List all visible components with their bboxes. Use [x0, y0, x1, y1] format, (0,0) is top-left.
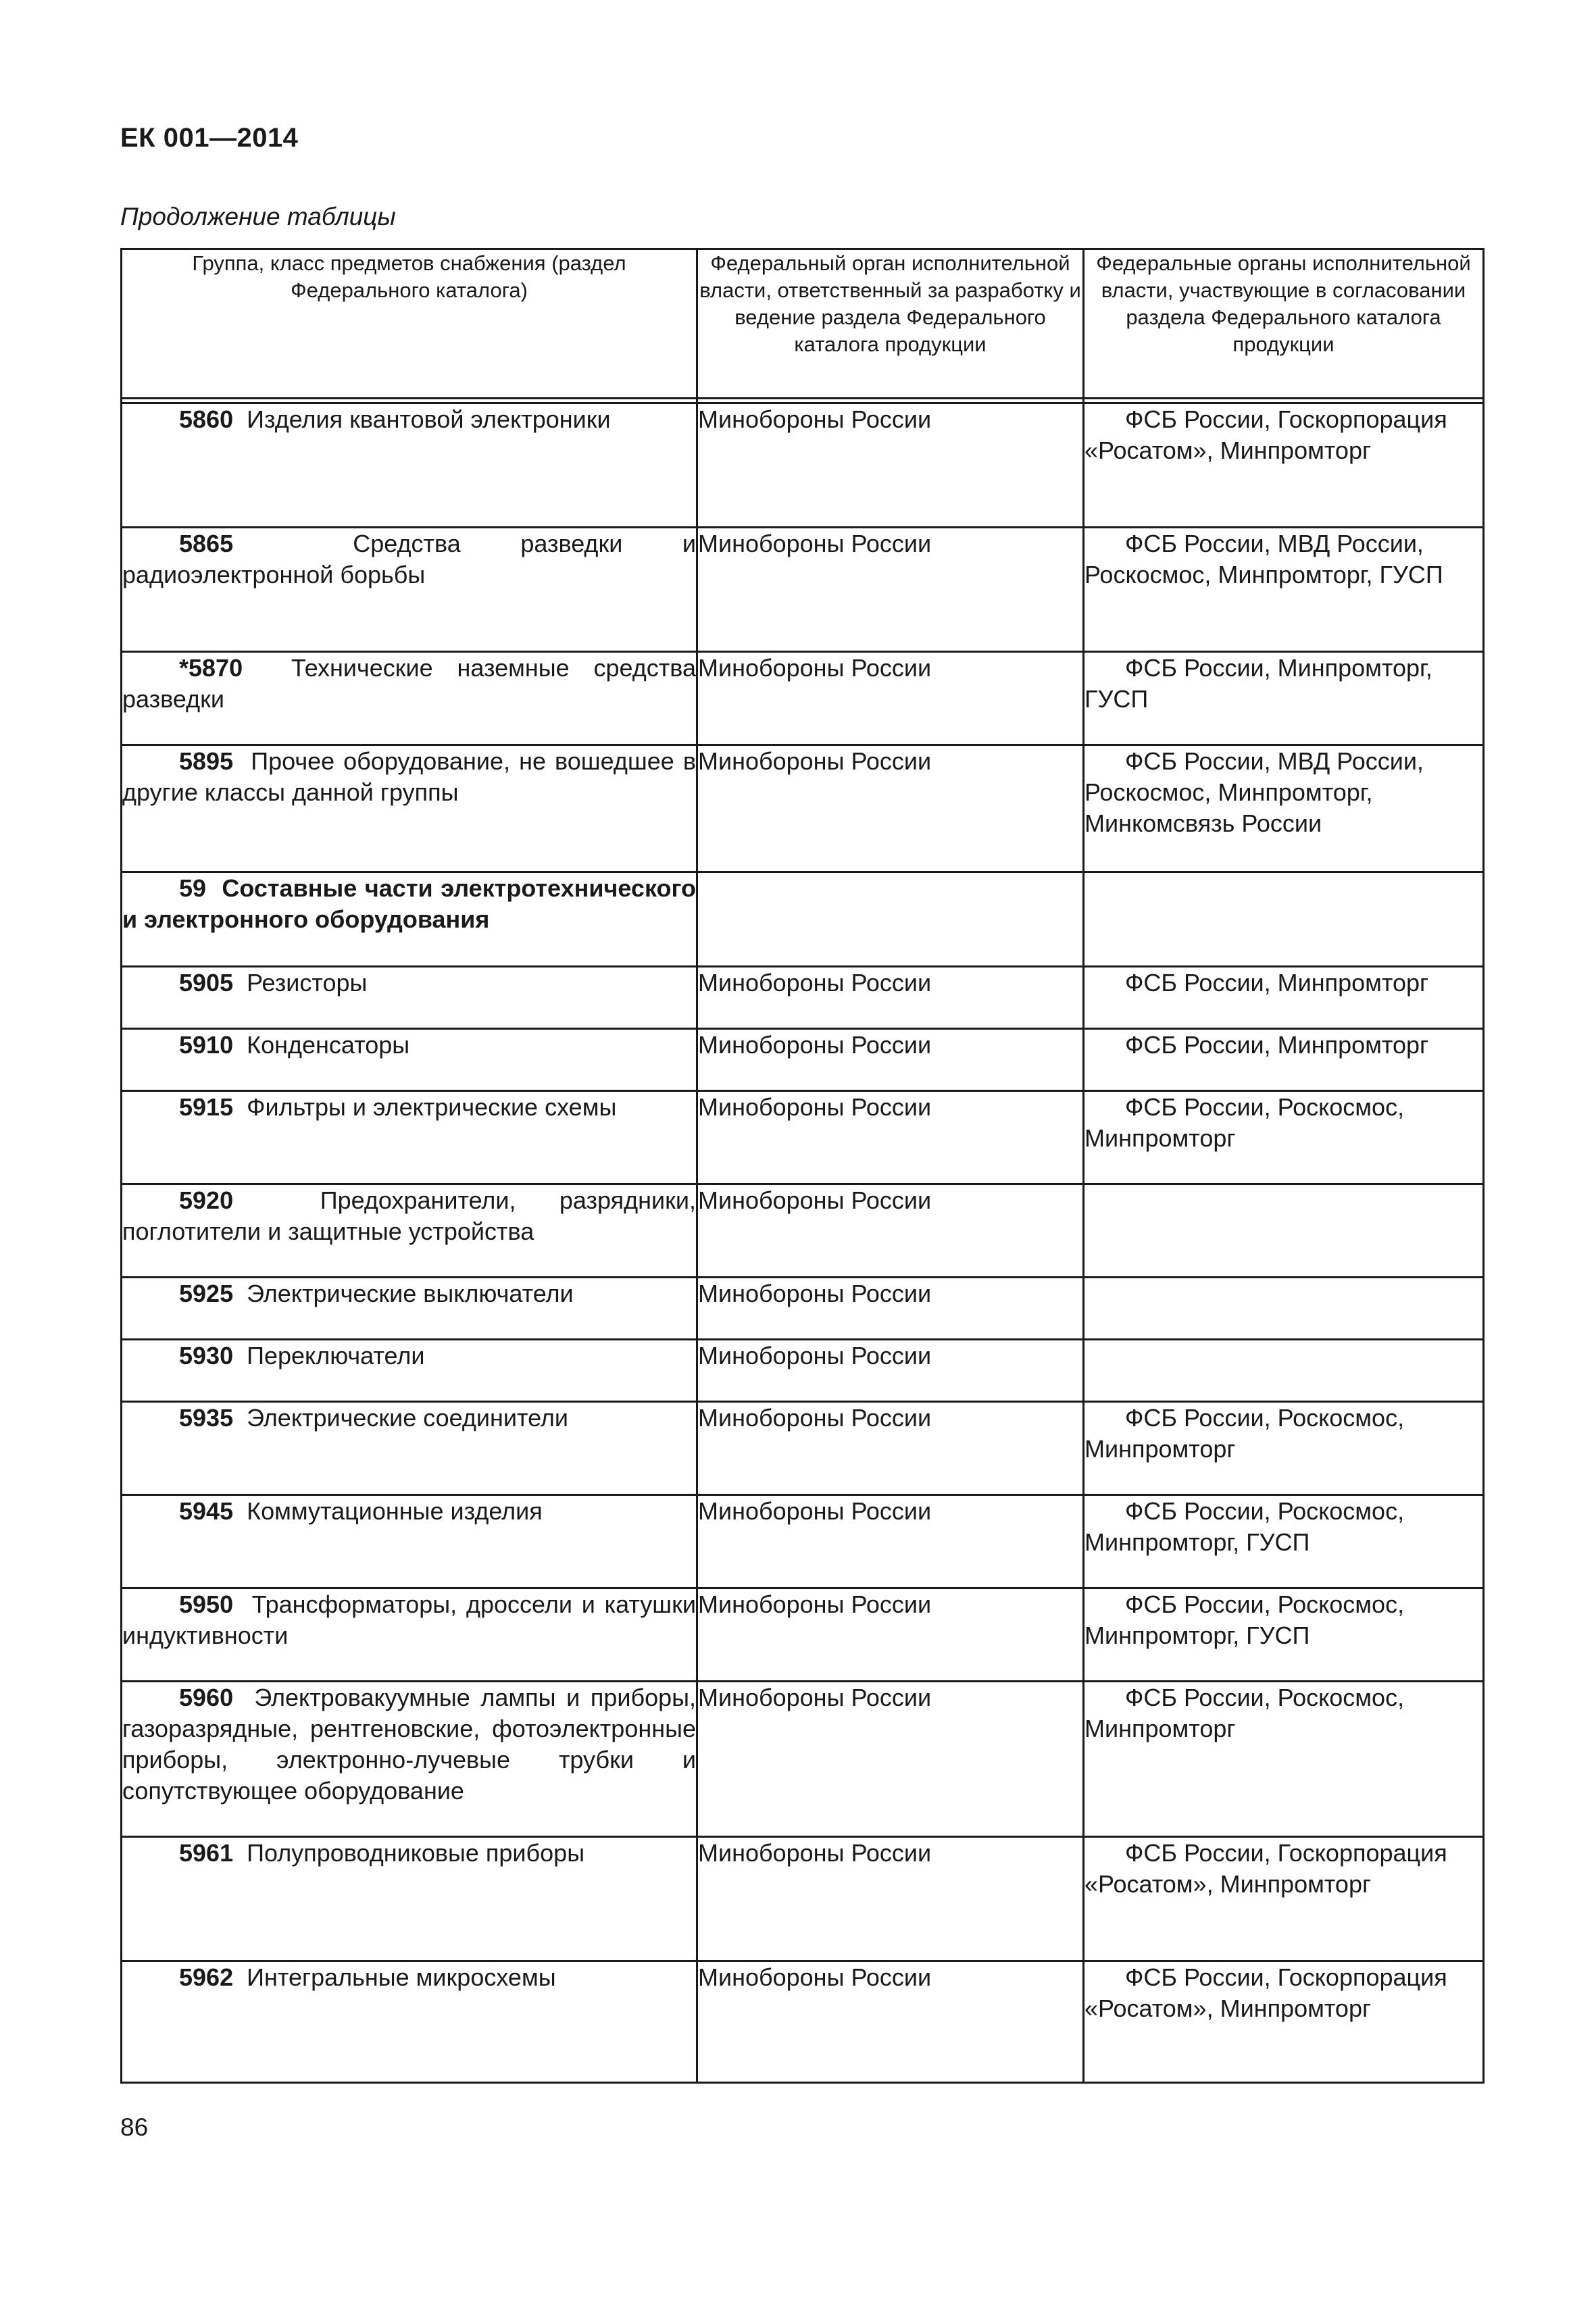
- group-cell: [122, 1184, 697, 1278]
- table-row: [122, 745, 1484, 872]
- class-code: 5961: [179, 1839, 234, 1867]
- class-code: 5930: [179, 1342, 234, 1369]
- group-cell: [122, 1340, 697, 1402]
- agreeing-authorities-text: ФСБ России, Роскосмос, Минпромторг, ГУСП: [1084, 1497, 1405, 1556]
- agreeing-authorities-text: ФСБ России, Минпромторг: [1125, 969, 1429, 997]
- agreeing-authorities-cell: [1084, 872, 1484, 967]
- class-code: *5870: [179, 654, 243, 682]
- responsible-authority-cell: Минобороны России: [697, 1961, 1084, 2083]
- agreeing-authorities-text: ФСБ России, МВД России, Роскосмос, Минпромторг, Минкомсвязь России: [1084, 747, 1424, 837]
- class-name: Предохранители, разрядники, поглотители и защитные устройства: [122, 1186, 696, 1245]
- class-code: 5962: [179, 1963, 234, 1991]
- agreeing-authorities-cell: [1084, 1091, 1484, 1184]
- class-name: Резисторы: [247, 969, 368, 997]
- responsible-authority-cell: Минобороны России: [697, 403, 1084, 528]
- class-code: 59: [179, 874, 207, 902]
- group-cell: [122, 1588, 697, 1682]
- table-row: [122, 1029, 1484, 1091]
- table-header-row: [122, 249, 1484, 399]
- table-row: [122, 1091, 1484, 1184]
- table-row: [122, 872, 1484, 967]
- class-name: Переключатели: [247, 1342, 425, 1369]
- agreeing-authorities-cell: [1084, 1837, 1484, 1961]
- class-code: 5895: [179, 747, 234, 775]
- agreeing-authorities-text: ФСБ России, Минпромторг, ГУСП: [1084, 654, 1432, 713]
- table-row: [122, 1837, 1484, 1961]
- class-name: Полупроводниковые приборы: [247, 1839, 585, 1867]
- class-name: Трансформаторы, дроссели и катушки индуктивности: [122, 1590, 696, 1649]
- responsible-authority-cell: Минобороны России: [697, 1340, 1084, 1402]
- responsible-authority-cell: Минобороны России: [697, 745, 1084, 872]
- class-name: Фильтры и электрические схемы: [247, 1093, 617, 1121]
- responsible-authority-cell: Минобороны России: [697, 1184, 1084, 1278]
- group-cell: [122, 1091, 697, 1184]
- catalog-table: [120, 248, 1485, 2084]
- responsible-authority-cell: Минобороны России: [697, 1091, 1084, 1184]
- group-cell: [122, 403, 697, 528]
- table-row: [122, 1402, 1484, 1495]
- responsible-authority-cell: Минобороны России: [697, 652, 1084, 745]
- group-cell: [122, 1682, 697, 1837]
- responsible-authority-cell: Минобороны России: [697, 1029, 1084, 1091]
- group-cell: [122, 967, 697, 1029]
- responsible-authority-cell: Минобороны России: [697, 528, 1084, 652]
- responsible-authority-cell: Минобороны России: [697, 1278, 1084, 1340]
- class-name: Коммутационные изделия: [247, 1497, 543, 1525]
- agreeing-authorities-cell: [1084, 1961, 1484, 2083]
- group-cell: [122, 528, 697, 652]
- class-name: Электровакуумные лампы и приборы, газоразрядные, рентгеновские, фотоэлектронные приборы, электронно-лучевые трубки и сопутствующее оборудование: [122, 1684, 696, 1805]
- group-cell: [122, 872, 697, 967]
- class-code: 5920: [179, 1186, 234, 1214]
- group-cell: [122, 1029, 697, 1091]
- table-row: [122, 528, 1484, 652]
- agreeing-authorities-cell: [1084, 967, 1484, 1029]
- table-row: [122, 1682, 1484, 1837]
- class-name: Прочее оборудование, не вошедшее в другие классы данной группы: [122, 747, 696, 806]
- agreeing-authorities-cell: [1084, 1029, 1484, 1091]
- agreeing-authorities-text: ФСБ России, Госкорпорация «Росатом», Минпромторг: [1084, 405, 1447, 464]
- table-row: [122, 1278, 1484, 1340]
- class-name: Электрические выключатели: [247, 1280, 574, 1307]
- document-code: ЕК 001—2014: [120, 123, 299, 153]
- group-cell: [122, 1402, 697, 1495]
- class-code: 5915: [179, 1093, 234, 1121]
- agreeing-authorities-text: ФСБ России, Минпромторг: [1125, 1031, 1429, 1059]
- class-code: 5905: [179, 969, 234, 997]
- agreeing-authorities-cell: [1084, 1495, 1484, 1588]
- agreeing-authorities-cell: [1084, 1278, 1484, 1340]
- class-code: 5860: [179, 405, 234, 433]
- agreeing-authorities-text: ФСБ России, Госкорпорация «Росатом», Минпромторг: [1084, 1963, 1447, 2022]
- class-name: Составные части электротехнического и электронного оборудования: [122, 874, 696, 933]
- class-name: Изделия квантовой электроники: [247, 405, 611, 433]
- agreeing-authorities-cell: [1084, 652, 1484, 745]
- agreeing-authorities-cell: [1084, 1402, 1484, 1495]
- header-separator: [122, 399, 1484, 403]
- table-row: [122, 1961, 1484, 2083]
- responsible-authority-cell: Минобороны России: [697, 967, 1084, 1029]
- class-code: 5945: [179, 1497, 234, 1525]
- agreeing-authorities-cell: [1084, 403, 1484, 528]
- column-header-responsible: Федеральный орган исполнительной власти, ответственный за разработку и ведение раздела Федерального каталога продукции: [697, 249, 1084, 399]
- column-header-group: Группа, класс предметов снабжения (раздел Федерального каталога): [122, 249, 697, 399]
- responsible-authority-cell: Минобороны России: [697, 1402, 1084, 1495]
- class-code: 5950: [179, 1590, 234, 1618]
- group-cell: [122, 745, 697, 872]
- responsible-authority-cell: Минобороны России: [697, 1588, 1084, 1682]
- table-row: [122, 1495, 1484, 1588]
- class-name: Средства разведки и радиоэлектронной борьбы: [122, 530, 696, 588]
- group-cell: [122, 1278, 697, 1340]
- class-name: Интегральные микросхемы: [247, 1963, 556, 1991]
- group-cell: [122, 652, 697, 745]
- class-code: 5925: [179, 1280, 234, 1307]
- agreeing-authorities-text: ФСБ России, Роскосмос, Минпромторг: [1084, 1684, 1405, 1742]
- agreeing-authorities-cell: [1084, 528, 1484, 652]
- class-name: Электрические соединители: [247, 1404, 569, 1432]
- class-code: 5935: [179, 1404, 234, 1432]
- agreeing-authorities-cell: [1084, 1184, 1484, 1278]
- group-cell: [122, 1961, 697, 2083]
- table-row: [122, 1340, 1484, 1402]
- agreeing-authorities-text: ФСБ России, Роскосмос, Минпромторг, ГУСП: [1084, 1590, 1405, 1649]
- responsible-authority-cell: Минобороны России: [697, 1837, 1084, 1961]
- agreeing-authorities-text: ФСБ России, МВД России, Роскосмос, Минпромторг, ГУСП: [1084, 530, 1443, 588]
- group-cell: [122, 1837, 697, 1961]
- table-row: [122, 652, 1484, 745]
- class-name: Технические наземные средства разведки: [122, 654, 696, 713]
- agreeing-authorities-text: ФСБ России, Роскосмос, Минпромторг: [1084, 1093, 1405, 1152]
- agreeing-authorities-text: ФСБ России, Роскосмос, Минпромторг: [1084, 1404, 1405, 1463]
- table-row: [122, 1184, 1484, 1278]
- page-number: 86: [120, 2113, 149, 2141]
- class-name: Конденсаторы: [247, 1031, 410, 1059]
- table-continuation-label: Продолжение таблицы: [120, 203, 396, 230]
- table-row: [122, 967, 1484, 1029]
- class-code: 5960: [179, 1684, 234, 1711]
- table-row: [122, 403, 1484, 528]
- class-code: 5865: [179, 530, 234, 557]
- agreeing-authorities-text: ФСБ России, Госкорпорация «Росатом», Минпромторг: [1084, 1839, 1447, 1898]
- table-row: [122, 1588, 1484, 1682]
- group-cell: [122, 1495, 697, 1588]
- agreeing-authorities-cell: [1084, 1682, 1484, 1837]
- agreeing-authorities-cell: [1084, 1588, 1484, 1682]
- responsible-authority-cell: Минобороны России: [697, 1682, 1084, 1837]
- column-header-agreeing: Федеральные органы исполнительной власти, участвующие в согласовании раздела Федерального каталога продукции: [1084, 249, 1484, 399]
- class-code: 5910: [179, 1031, 234, 1059]
- responsible-authority-cell: Минобороны России: [697, 1495, 1084, 1588]
- responsible-authority-cell: [697, 872, 1084, 967]
- agreeing-authorities-cell: [1084, 745, 1484, 872]
- agreeing-authorities-cell: [1084, 1340, 1484, 1402]
